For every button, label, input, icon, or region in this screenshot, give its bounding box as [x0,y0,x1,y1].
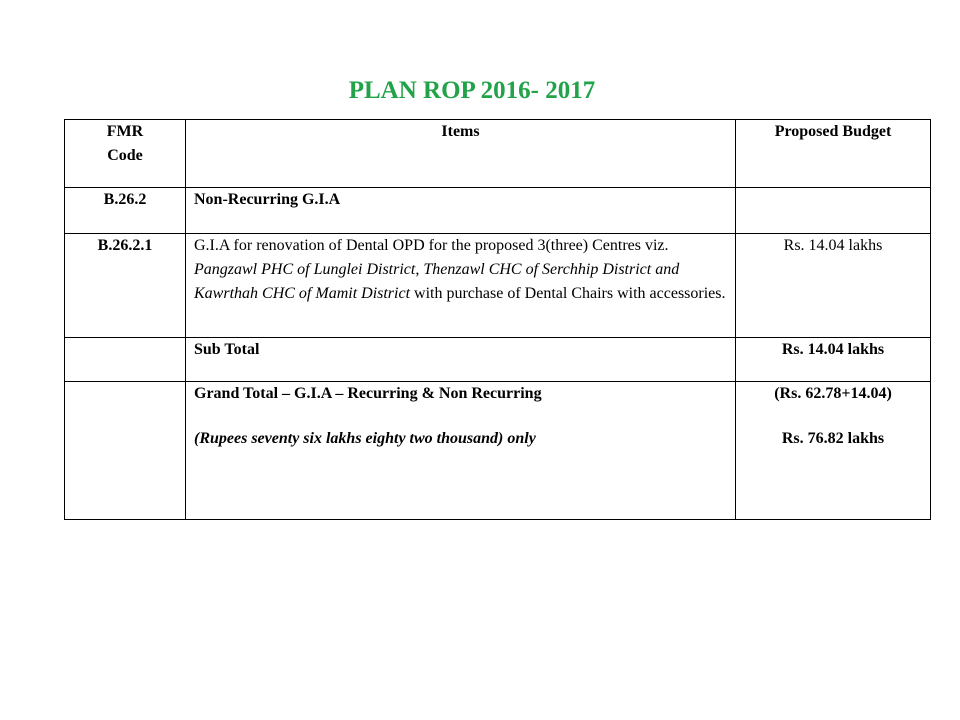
subtotal-row [65,338,931,382]
subtotal-value: Rs. 14.04 lakhs [736,338,931,382]
item-description-italic: Pangzawl PHC of Lunglei District, Thenzawl CHC of Serchhip District and Kawrthah CHC of Mamit District [194,261,680,302]
budget-cell: Rs. 14.04 lakhs [736,234,931,338]
header-items: Items [186,120,736,188]
grand-total-value: Rs. 76.82 lakhs [781,430,885,447]
table-header-row [65,120,931,188]
grand-total-label-cell [186,382,736,520]
item-cell: Non-Recurring G.I.A [186,188,736,234]
page-title: PLAN ROP 2016- 2017 [348,77,596,104]
fmr-code-cell [65,382,186,520]
item-description-text: G.I.A for renovation of Dental OPD for the proposed 3(three) Centres viz. [194,237,669,254]
fmr-code-cell: B.26.2.1 [65,234,186,338]
table-row [65,234,931,338]
budget-cell [736,188,931,234]
budget-table [64,119,931,520]
fmr-code-cell: B.26.2 [65,188,186,234]
header-fmr-code-line1: FMR [106,123,144,140]
item-description-text-end: with purchase of Dental Chairs with accessories. [410,285,726,302]
grand-total-label: Grand Total – G.I.A – Recurring & Non Recurring [194,385,542,402]
fmr-code-cell [65,338,186,382]
grand-total-amount-in-words: (Rupees seventy six lakhs eighty two thousand) only [194,430,536,447]
grand-total-breakdown: (Rs. 62.78+14.04) [774,385,892,402]
table-row [65,188,931,234]
item-cell [186,234,736,338]
header-proposed-budget: Proposed Budget [736,120,931,188]
grand-total-value-cell [736,382,931,520]
subtotal-label: Sub Total [186,338,736,382]
header-fmr-code-line2: Code [107,147,143,164]
grand-total-row [65,382,931,520]
header-fmr-code [65,120,186,188]
